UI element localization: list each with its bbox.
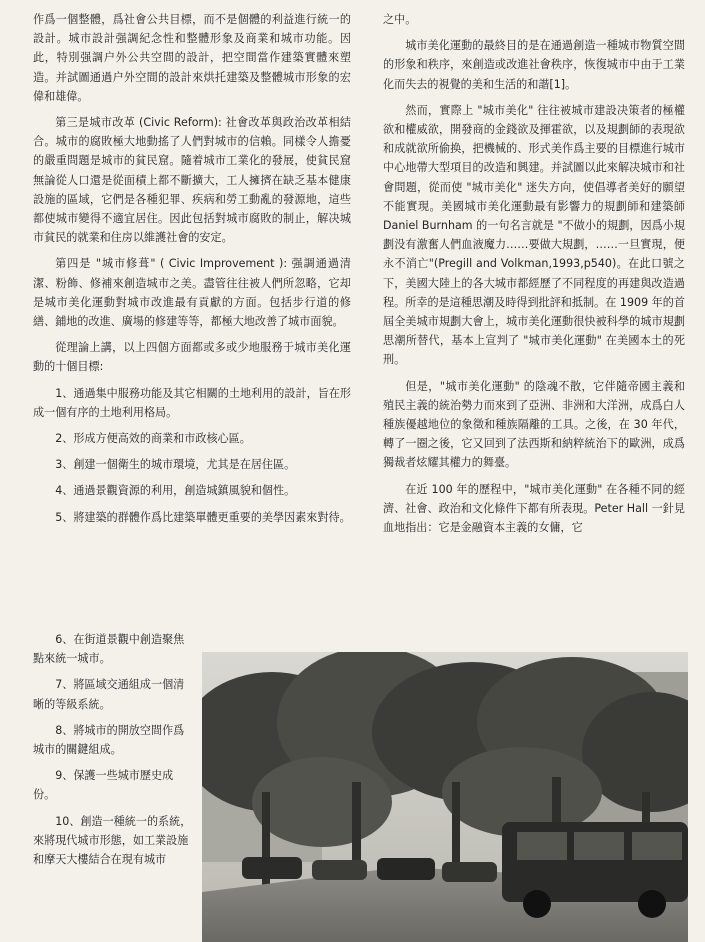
paragraph: 但是，"城市美化運動" 的陰魂不散，它伴隨帝國主義和殖民主義的統治勢力而來到了亞洲、非洲和大洋洲，成爲白人種族優越地位的象徵和種族隔離的工具。之後，在 30 年代，轉了一圈之後，它又回到了法西斯和納粹統治下的歐洲，成爲獨裁者炫耀其權力的舞臺。 [383, 379, 685, 470]
list-item: 9、保護一些城市歷史成份。 [33, 769, 174, 802]
photo-illustration [202, 652, 688, 942]
paragraph: 第三是城市改革 (Civic Reform): 社會改革與政治改革相結合。城市的腐敗極大地動搖了人們對城市的信賴。同樣令人擔憂的嚴重問題是城市的貧民窟。隨着城市工業化的發展，使貧民窟無論從人口還是從面積上都不斷擴大，工人擁擠在缺乏基本健康設施的區域，它們是各種犯罪、疾病和勞工動亂的發源地，這些都使城市變得不適宜居住。因此包括對城市腐敗的制止，解决城市貧民的就業和住房以維護社會的安定。 [33, 116, 351, 245]
paragraph: 然而，實際上 "城市美化" 往往被城市建設决策者的極權欲和權威欲，開發商的金錢欲及揮霍欲，以及規劃師的表現欲和成就欲所偷换，把機械的、形式美作爲主要的目標進行城市中心地帶大型項目的改造和興建。并試圖以此來解决城市和社會問題，從而使 "城市美化" 迷失方向，使倡導者美好的願望不能實現。美國城市美化運動最有影響力的規劃師和建築師 Daniel Burnham 的一句名言就是 "不做小的規劃，因爲小規劃没有激奮人們血液魔力……要做大規劃，……一旦實現，便永不消亡"(Pregill and Volkman,1993,p540)。在此口號之下，美國大陸上的各大城市都經歷了不同程度的再建與改造過程。所幸的是這種思潮及時得到批評和抵制。在 1909 年的首屆全美城市規劃大會上，城市美化運動很快被科學的城市規劃思潮所替代，基本上宣判了 "城市美化運動" 在美國本土的死刑。 [383, 103, 685, 367]
list-item: 8、將城市的開放空間作爲城市的關鍵組成。 [33, 723, 185, 757]
paragraph: 第四是 "城市修葺" ( Civic Improvement ): 强調通過清潔、粉飾、修補來創造城市之美。盡管往往被人們所忽略，它却是城市美化運動對城市改進最有貢獻的方面。包括步行道的修繕、鋪地的改進、廣場的修建等等，都極大地改善了城市面貌。 [33, 257, 351, 329]
list-item: 3、創建一個衛生的城市環境，尤其是在居住區。 [55, 458, 296, 472]
paragraph: 之中。 [383, 13, 417, 26]
list-item: 4、通過景觀資源的利用，創造城鎮風貌和個性。 [55, 484, 296, 498]
street-trees-photo [202, 652, 688, 942]
left-column [33, 10, 351, 534]
paragraph: 城市美化運動的最終目的是在通過創造一種城市物質空間的形象和秩序，來創造或改進社會秩序，恢復城市中由于工業化而失去的視覺的美和生活的和諧[1]。 [383, 39, 685, 91]
list-item: 10、創造一種統一的系統，來將現代城市形態，如工業設施和摩天大樓結合在現有城市 [33, 814, 192, 867]
right-column [383, 10, 685, 544]
paragraph: 作爲一個整體，爲社會公共目標，而不是個體的利益進行統一的設計。城市設計强調紀念性和整體形象及商業和城市功能。因此，特別强調户外公共空間的設計，把空間當作建築實體來塑造。并試圖通過户外空間的設計來烘托建築及整體城市形象的宏偉和雄偉。 [33, 13, 351, 103]
list-item: 1、通過集中服務功能及其它相關的土地利用的設計，旨在形成一個有序的土地利用格局。 [33, 386, 351, 419]
list-item: 2、形成方便高效的商業和市政核心區。 [55, 432, 251, 446]
paragraph: 從理論上講，以上四個方面都或多或少地服務于城市美化運動的十個目標: [33, 341, 351, 374]
paragraph: 在近 100 年的歷程中，"城市美化運動" 在各種不同的經濟、社會、政治和文化條件下都有所表現。Peter Hall 一針見血地指出：它是金融資本主義的女傭，它 [383, 482, 685, 535]
list-item: 5、將建築的群體作爲比建築單體更重要的美學因素來對待。 [55, 510, 351, 524]
list-item: 6、在街道景觀中創造聚焦點來統一城市。 [33, 633, 185, 666]
list-item: 7、將區域交通組成一個清晰的等級系統。 [33, 678, 185, 711]
left-narrow-column [33, 630, 193, 876]
